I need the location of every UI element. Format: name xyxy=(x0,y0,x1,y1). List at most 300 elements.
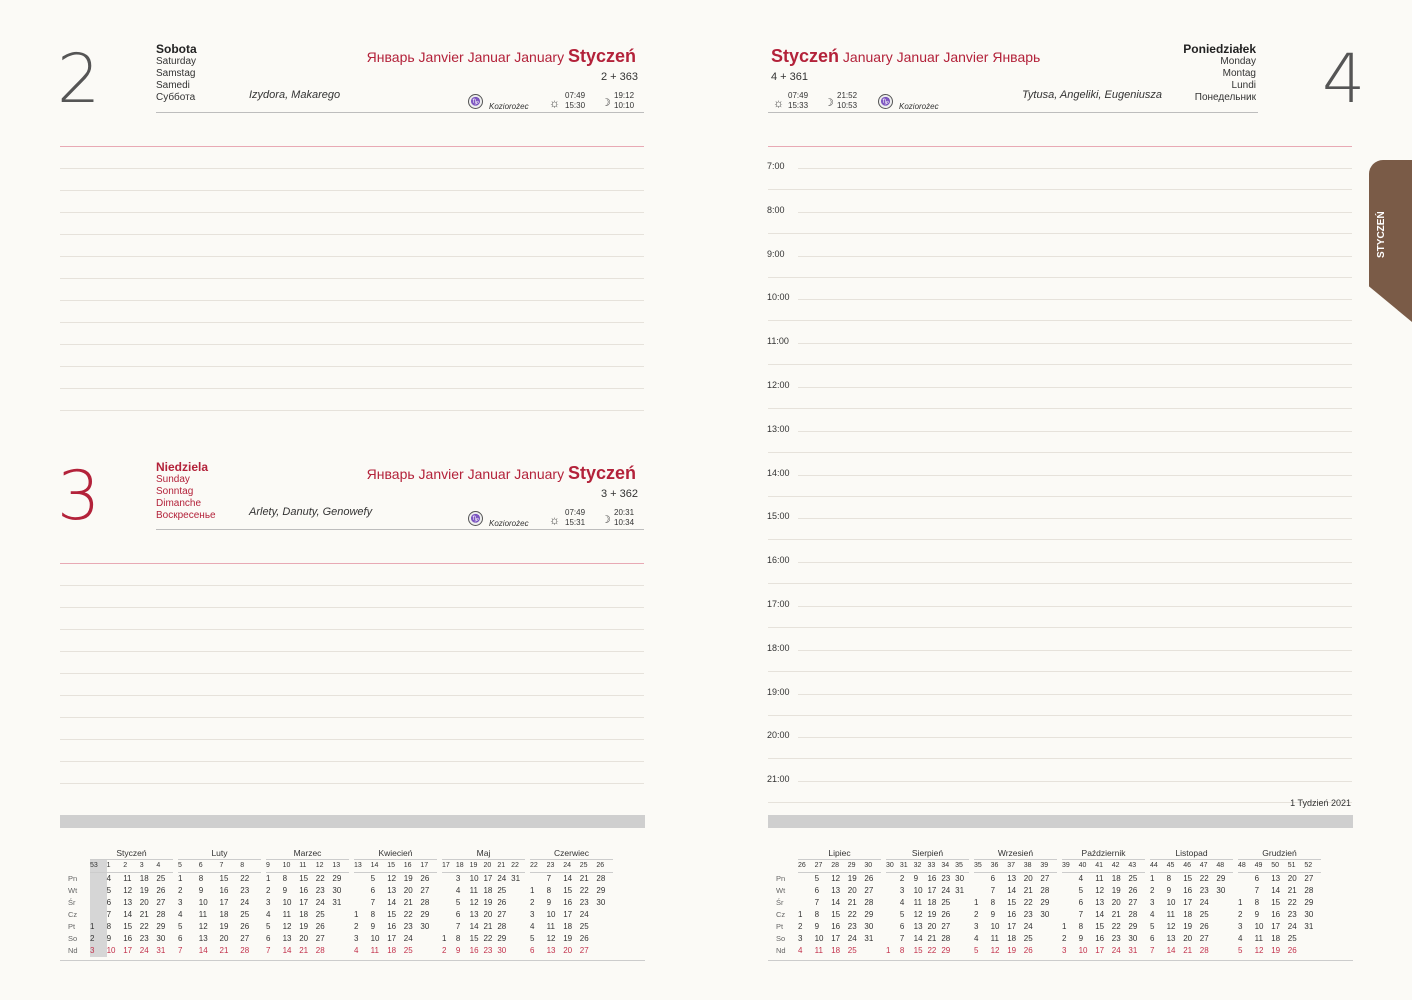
mini-day xyxy=(354,873,371,885)
mini-day: 3 xyxy=(90,945,107,957)
mini-day: 7 xyxy=(106,910,112,919)
mini-week-row xyxy=(530,921,613,933)
mini-week-row xyxy=(442,933,525,945)
mini-day: 1 xyxy=(354,910,359,919)
mini-day: 13 xyxy=(546,946,556,955)
mini-day xyxy=(1040,933,1057,945)
mini-day: 20 xyxy=(927,922,937,931)
mini-day: 16 xyxy=(387,922,397,931)
mini-day: 21 xyxy=(847,898,857,907)
mini-day: 26 xyxy=(156,886,166,895)
mini-day xyxy=(511,945,525,957)
mini-day: 7 xyxy=(1150,946,1155,955)
mini-week-row xyxy=(530,897,613,909)
mini-week-row xyxy=(266,873,349,885)
hour-label: 15:00 xyxy=(767,511,790,522)
mini-day: 4 xyxy=(178,910,183,919)
week-number: 5 xyxy=(178,862,182,869)
mini-day: 14 xyxy=(1007,886,1017,895)
mini-day: 28 xyxy=(240,946,250,955)
hour-line xyxy=(798,781,1352,782)
zodiac-label: Koziorożec xyxy=(899,102,939,111)
mini-day: 2 xyxy=(1062,934,1067,943)
sun-times: 07:49 15:30 xyxy=(565,91,586,110)
mini-day: 13 xyxy=(1271,874,1281,883)
mini-day: 31 xyxy=(156,946,166,955)
mini-day: 29 xyxy=(864,910,874,919)
mini-day: 29 xyxy=(941,946,951,955)
week-numbers xyxy=(1238,859,1321,873)
mini-day: 22 xyxy=(315,874,325,883)
mini-day: 25 xyxy=(156,874,166,883)
mini-week-row xyxy=(354,933,437,945)
week-number: 46 xyxy=(1183,862,1191,869)
mini-day xyxy=(90,885,107,897)
mini-week-row xyxy=(798,909,881,921)
hour-line xyxy=(798,650,1352,651)
mini-month-title: Grudzień xyxy=(1262,848,1297,858)
mini-day xyxy=(886,933,900,945)
mini-month-title: Marzec xyxy=(293,848,322,858)
mini-day: 27 xyxy=(1199,934,1209,943)
mini-day: 22 xyxy=(1287,898,1297,907)
hour-line xyxy=(798,475,1352,476)
mini-week-row xyxy=(178,909,261,921)
hour-line xyxy=(798,518,1352,519)
mini-day xyxy=(442,873,456,885)
mini-day: 15 xyxy=(1271,898,1281,907)
week-numbers xyxy=(974,859,1057,873)
mini-day: 11 xyxy=(469,886,478,895)
hour-line xyxy=(798,299,1352,300)
mini-day: 6 xyxy=(370,886,376,895)
mini-day: 15 xyxy=(1007,898,1017,907)
day-alt-name: Montag xyxy=(1222,68,1256,79)
week-number: 43 xyxy=(1128,862,1137,869)
mini-day: 10 xyxy=(370,934,380,943)
week-number: 32 xyxy=(913,862,922,869)
half-hour-line xyxy=(768,496,1352,497)
mini-week-row xyxy=(1150,885,1233,897)
mini-week-row xyxy=(354,885,437,897)
mini-day: 2 xyxy=(90,933,107,945)
mini-day xyxy=(974,873,991,885)
mini-day xyxy=(354,897,371,909)
mini-day: 2 xyxy=(530,898,535,907)
mini-day: 8 xyxy=(990,898,996,907)
mini-day xyxy=(420,945,437,957)
moon-icon: ☽ xyxy=(824,97,834,109)
mini-day: 16 xyxy=(219,886,229,895)
mini-day: 17 xyxy=(387,934,397,943)
mini-day xyxy=(1216,909,1233,921)
mini-day: 14 xyxy=(1271,886,1281,895)
week-numbers xyxy=(178,859,261,873)
mini-week-row xyxy=(178,897,261,909)
mini-day: 20 xyxy=(1287,874,1297,883)
mini-month xyxy=(354,848,437,957)
mini-week-row xyxy=(178,933,261,945)
mini-day: 12 xyxy=(831,874,841,883)
mini-day: 28 xyxy=(1128,910,1138,919)
week-number: 50 xyxy=(1271,862,1279,869)
mini-day: 27 xyxy=(941,922,951,931)
mini-week-row xyxy=(90,897,173,909)
mini-week-row xyxy=(1238,909,1321,921)
half-hour-line xyxy=(768,408,1352,409)
weekday-label: Nd xyxy=(68,946,78,955)
mini-day: 8 xyxy=(282,874,288,883)
mini-day: 29 xyxy=(156,922,166,931)
mini-week-row xyxy=(1062,885,1145,897)
mini-day xyxy=(864,945,881,957)
mini-day: 11 xyxy=(814,946,823,955)
mini-day: 15 xyxy=(913,946,923,955)
mini-day: 3 xyxy=(1062,946,1067,955)
mini-day: 29 xyxy=(1304,898,1314,907)
mini-day xyxy=(442,909,456,921)
note-line xyxy=(60,388,644,389)
mini-day: 11 xyxy=(370,946,379,955)
mini-day: 2 xyxy=(798,922,803,931)
note-line xyxy=(60,629,644,630)
mini-month-title: Czerwiec xyxy=(554,848,589,858)
mini-day: 30 xyxy=(955,874,965,883)
mini-day: 29 xyxy=(1128,922,1138,931)
mini-day: 2 xyxy=(266,886,271,895)
mini-day: 5 xyxy=(1078,886,1084,895)
mini-day: 13 xyxy=(913,922,923,931)
mini-week-row xyxy=(442,885,525,897)
mini-day: 18 xyxy=(483,886,493,895)
mini-day xyxy=(596,909,613,921)
week-number: 47 xyxy=(1199,862,1208,869)
mini-day: 11 xyxy=(546,922,555,931)
mini-day xyxy=(955,945,969,957)
mini-day: 13 xyxy=(387,886,397,895)
mini-day: 17 xyxy=(483,874,493,883)
mini-day: 28 xyxy=(497,922,507,931)
mini-day: 5 xyxy=(266,922,271,931)
hour-line xyxy=(798,431,1352,432)
mini-day xyxy=(886,897,900,909)
mini-day: 22 xyxy=(403,910,413,919)
note-line xyxy=(60,344,644,345)
mini-week-row xyxy=(974,885,1057,897)
mini-day: 25 xyxy=(497,886,507,895)
week-number: 39 xyxy=(1040,862,1049,869)
week-number: 30 xyxy=(886,862,894,869)
mini-day: 20 xyxy=(403,886,413,895)
note-line xyxy=(60,783,644,784)
day-alt-name: Samstag xyxy=(156,68,196,79)
hour-label: 16:00 xyxy=(767,555,790,566)
mini-week-row xyxy=(266,897,349,909)
mini-day: 3 xyxy=(899,886,905,895)
mini-day xyxy=(442,921,456,933)
mini-day: 11 xyxy=(913,898,922,907)
mini-week-row xyxy=(354,945,437,957)
mini-week-row xyxy=(886,897,969,909)
mini-day: 25 xyxy=(1023,934,1033,943)
week-number: 21 xyxy=(497,862,506,869)
mini-day: 17 xyxy=(563,910,573,919)
mini-day: 17 xyxy=(299,898,309,907)
week-number: 28 xyxy=(831,862,839,869)
note-line xyxy=(60,717,644,718)
mini-week-row xyxy=(886,873,969,885)
mini-day xyxy=(886,921,900,933)
week-numbers xyxy=(1150,859,1233,873)
mini-day xyxy=(1040,945,1057,957)
week-number: 4 xyxy=(156,862,161,869)
mini-day: 7 xyxy=(178,946,183,955)
mini-day: 25 xyxy=(941,898,951,907)
day-names-4 xyxy=(1183,42,1256,104)
mini-week-row xyxy=(530,909,613,921)
mini-day: 26 xyxy=(579,934,589,943)
week-numbers xyxy=(530,859,613,873)
mini-day: 16 xyxy=(1007,910,1017,919)
mini-day: 8 xyxy=(106,922,112,931)
mini-day: 23 xyxy=(579,898,589,907)
mini-day: 17 xyxy=(1007,922,1017,931)
half-hour-line xyxy=(768,583,1352,584)
mini-day: 18 xyxy=(927,898,937,907)
mini-day: 11 xyxy=(123,874,132,883)
mini-month xyxy=(90,848,173,957)
half-hour-line xyxy=(768,715,1352,716)
mini-day xyxy=(1062,873,1079,885)
mini-week-row xyxy=(798,885,881,897)
mini-day xyxy=(596,921,613,933)
mini-day: 31 xyxy=(1128,946,1138,955)
mini-week-row xyxy=(178,873,261,885)
mini-day: 24 xyxy=(847,934,857,943)
mini-week-row xyxy=(798,873,881,885)
mini-day: 19 xyxy=(299,922,309,931)
hour-label: 8:00 xyxy=(767,204,785,215)
mini-day: 21 xyxy=(139,910,149,919)
mini-day: 21 xyxy=(1183,946,1193,955)
mini-week-row xyxy=(90,885,173,897)
mini-day xyxy=(886,885,900,897)
mini-day: 29 xyxy=(420,910,430,919)
day-alt-name: Суббота xyxy=(156,92,196,103)
mini-day: 20 xyxy=(563,946,573,955)
week-label: 1 Tydzień 2021 xyxy=(1290,798,1351,808)
week-number: 36 xyxy=(990,862,999,869)
mini-day: 10 xyxy=(990,922,1000,931)
mini-day: 17 xyxy=(1183,898,1193,907)
mini-day: 11 xyxy=(1166,910,1175,919)
mini-day: 30 xyxy=(1128,934,1138,943)
mini-day xyxy=(511,933,525,945)
mini-day: 31 xyxy=(955,886,965,895)
mini-week-row xyxy=(530,885,613,897)
mini-week-row xyxy=(354,909,437,921)
mini-day: 27 xyxy=(1128,898,1138,907)
mini-week-row xyxy=(974,945,1057,957)
mini-day: 16 xyxy=(469,946,479,955)
mini-week-row xyxy=(974,873,1057,885)
mini-week-row xyxy=(1150,933,1233,945)
mini-day xyxy=(955,909,969,921)
hour-label: 18:00 xyxy=(767,642,790,653)
mini-day: 19 xyxy=(1111,886,1121,895)
mini-day: 9 xyxy=(455,946,461,955)
week-number: 17 xyxy=(442,862,450,869)
mini-day: 19 xyxy=(483,898,493,907)
mini-day: 28 xyxy=(156,910,166,919)
month-header-3 xyxy=(367,463,636,484)
mini-day: 22 xyxy=(1111,922,1121,931)
week-number: 35 xyxy=(974,862,982,869)
mini-week-row xyxy=(178,945,261,957)
week-number: 34 xyxy=(941,862,950,869)
sun-times: 07:49 15:33 xyxy=(788,91,809,110)
week-number: 13 xyxy=(354,862,362,869)
mini-day: 7 xyxy=(814,898,820,907)
mini-day: 24 xyxy=(1023,922,1033,931)
mini-week-row xyxy=(798,945,881,957)
mini-day: 14 xyxy=(563,874,573,883)
hour-line xyxy=(798,256,1352,257)
header-rule xyxy=(156,112,644,113)
hour-line xyxy=(798,212,1352,213)
mini-day: 27 xyxy=(156,898,166,907)
mini-day xyxy=(886,909,900,921)
mini-week-row xyxy=(974,933,1057,945)
note-line xyxy=(60,739,644,740)
mini-week-row xyxy=(354,921,437,933)
mini-day: 9 xyxy=(990,910,996,919)
mini-day: 1 xyxy=(886,946,891,955)
week-numbers xyxy=(886,859,969,873)
weekday-label: Pn xyxy=(68,874,78,883)
mini-day: 8 xyxy=(1166,874,1172,883)
day-alt-name: Saturday xyxy=(156,56,197,67)
weekday-label: Śr xyxy=(776,898,784,907)
mini-day: 9 xyxy=(913,874,919,883)
weekday-labels xyxy=(68,873,78,957)
week-number: 18 xyxy=(455,862,464,869)
note-line xyxy=(60,410,644,411)
week-number: 27 xyxy=(814,862,823,869)
mini-week-row xyxy=(530,945,613,957)
mini-day: 1 xyxy=(178,874,183,883)
month-translations: Январь Janvier Januar January xyxy=(366,49,565,65)
month-header-4 xyxy=(771,46,1040,67)
mini-day: 23 xyxy=(315,886,325,895)
week-number: 22 xyxy=(530,862,538,869)
mini-month-title: Kwiecień xyxy=(378,848,413,858)
mini-day: 29 xyxy=(1216,874,1226,883)
mini-day: 12 xyxy=(1254,946,1264,955)
mini-week-row xyxy=(1238,945,1321,957)
mini-day: 28 xyxy=(1040,886,1050,895)
mini-day: 13 xyxy=(469,910,479,919)
mini-day: 25 xyxy=(1128,874,1138,883)
mini-day xyxy=(332,909,349,921)
mini-day: 24 xyxy=(579,910,589,919)
mini-day: 25 xyxy=(1287,934,1297,943)
mini-day: 8 xyxy=(546,886,552,895)
mini-day: 5 xyxy=(106,886,112,895)
mini-week-row xyxy=(178,921,261,933)
note-line xyxy=(60,607,644,608)
mini-week-row xyxy=(354,873,437,885)
mini-week-row xyxy=(266,921,349,933)
sun-times: 07:49 15:31 xyxy=(565,508,586,527)
weekday-label: So xyxy=(776,934,786,943)
weekday-label: Nd xyxy=(776,946,786,955)
mini-day: 27 xyxy=(1304,874,1314,883)
mini-day: 26 xyxy=(315,922,325,931)
hour-label: 21:00 xyxy=(767,774,790,785)
mini-day: 7 xyxy=(266,946,271,955)
mini-day: 17 xyxy=(219,898,229,907)
nameday: Tytusa, Angeliki, Eugeniusza xyxy=(1022,89,1163,101)
mini-day: 29 xyxy=(497,934,507,943)
mini-day: 18 xyxy=(1183,910,1193,919)
mini-day: 25 xyxy=(579,922,589,931)
mini-week-row xyxy=(266,933,349,945)
week-number: 23 xyxy=(546,862,555,869)
mini-day: 21 xyxy=(483,922,493,931)
half-hour-line xyxy=(768,364,1352,365)
month-translations: Январь Janvier Januar January xyxy=(366,466,565,482)
mini-day xyxy=(1216,897,1233,909)
mini-week-row xyxy=(886,933,969,945)
mini-day: 5 xyxy=(974,946,979,955)
mini-day xyxy=(511,909,525,921)
weekday-label: Pn xyxy=(776,874,786,883)
mini-day: 30 xyxy=(1040,910,1050,919)
mini-day: 26 xyxy=(1199,922,1209,931)
header-rule xyxy=(768,112,1258,113)
note-line xyxy=(60,234,644,235)
weekday-label: Cz xyxy=(68,910,78,919)
calendar-band xyxy=(60,815,645,828)
week-numbers xyxy=(798,859,881,873)
mini-day: 16 xyxy=(1183,886,1193,895)
mini-week-row xyxy=(1062,945,1145,957)
mini-day: 6 xyxy=(1078,898,1084,907)
mini-week-row xyxy=(798,897,881,909)
month-main: Styczeń xyxy=(567,463,636,483)
mini-day: 28 xyxy=(420,898,430,907)
mini-week-row xyxy=(1238,885,1321,897)
mini-day: 12 xyxy=(1166,922,1176,931)
week-number: 1 xyxy=(106,862,111,869)
mini-day: 6 xyxy=(899,922,905,931)
mini-day: 4 xyxy=(354,946,359,955)
day-alt-name: Monday xyxy=(1220,56,1256,67)
mini-day: 1 xyxy=(1150,874,1155,883)
mini-day: 9 xyxy=(814,922,820,931)
mini-day: 3 xyxy=(1150,898,1155,907)
week-number: 31 xyxy=(899,862,908,869)
mini-day: 4 xyxy=(1150,910,1155,919)
hour-line xyxy=(798,562,1352,563)
mini-month xyxy=(442,848,525,957)
mini-day xyxy=(1062,897,1079,909)
mini-day: 24 xyxy=(1287,922,1297,931)
mini-week-row xyxy=(886,909,969,921)
mini-day: 2 xyxy=(442,946,447,955)
mini-week-row xyxy=(798,933,881,945)
